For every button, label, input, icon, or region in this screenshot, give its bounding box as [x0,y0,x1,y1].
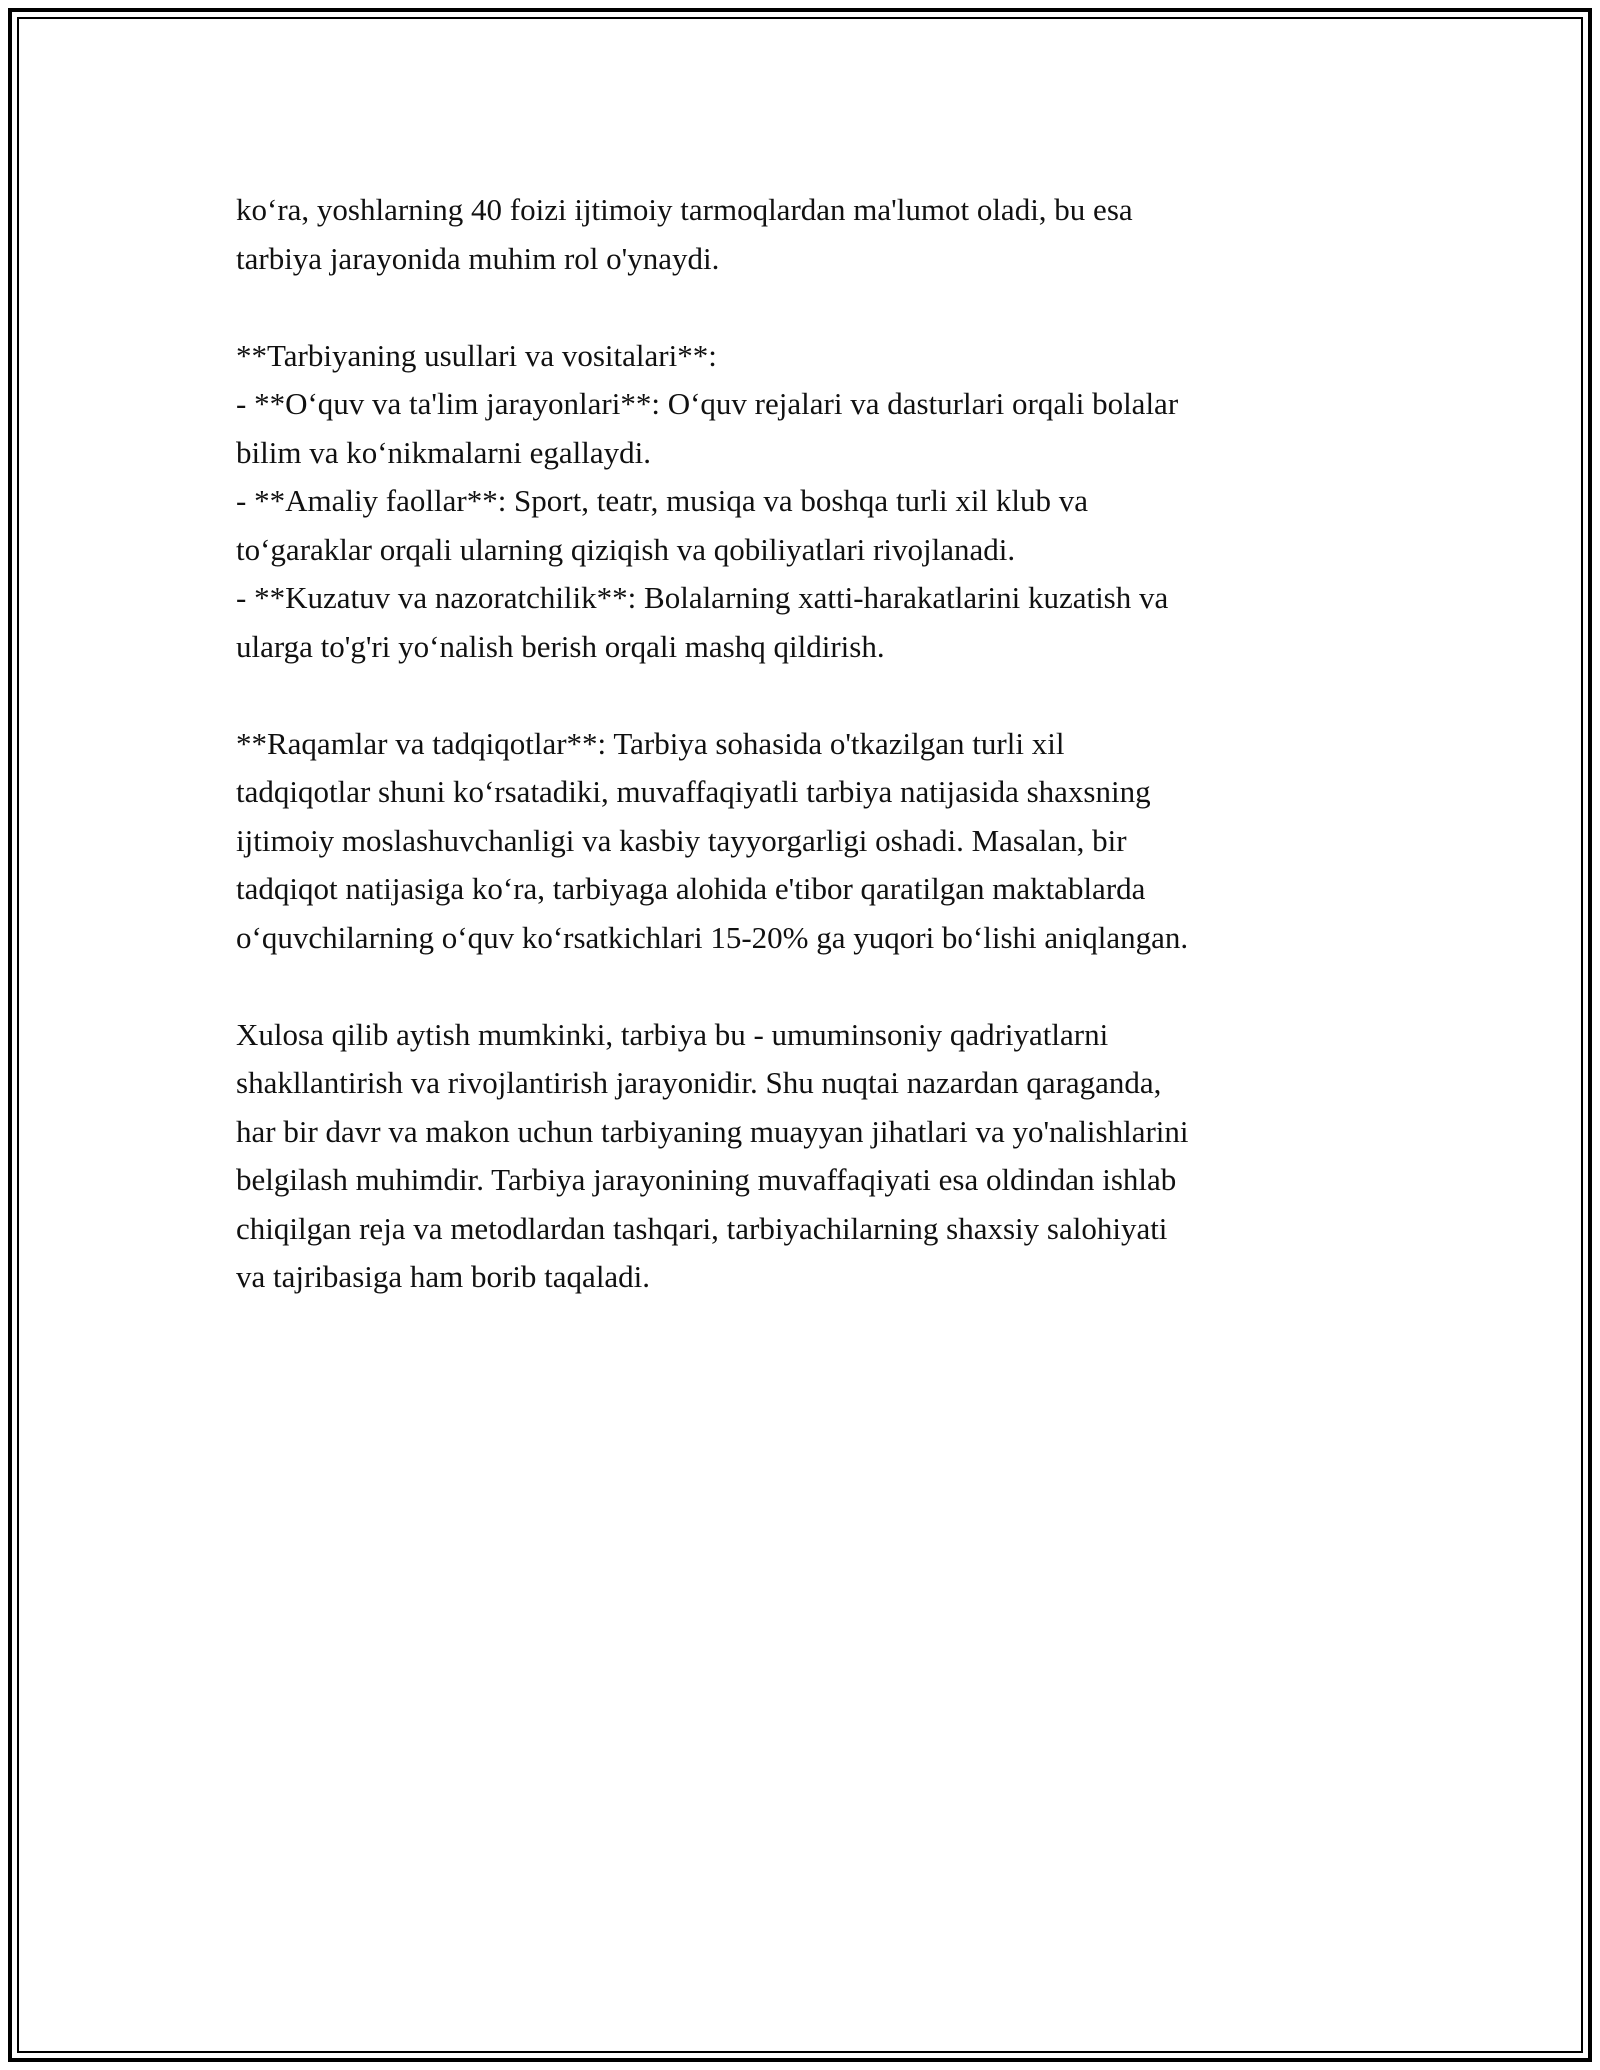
text-line: ko‘ra, yoshlarning 40 foizi ijtimoiy tarmoqlardan ma'lumot oladi, bu esa [236,192,1133,227]
blank-line [236,283,1376,332]
document-body [236,186,1376,1302]
blank-line [236,962,1376,1011]
list-item: - **Kuzatuv va nazoratchilik**: Bolalarning xatti-harakatlarini kuzatish va [236,580,1169,615]
text-line: shakllantirish va rivojlantirish jarayonidir. Shu nuqtai nazardan qaraganda, [236,1065,1162,1100]
list-item: - **O‘quv va ta'lim jarayonlari**: O‘quv rejalari va dasturlari orqali bolalar [236,386,1179,421]
text-line: bilim va ko‘nikmalarni egallaydi. [236,434,651,470]
text-line: tarbiya jarayonida muhim rol o'ynaydi. [236,240,720,276]
text-line: tadqiqot natijasiga ko‘ra, tarbiyaga alohida e'tibor qaratilgan maktablarda [236,871,1146,906]
text-line: to‘garaklar orqali ularning qiziqish va qobiliyatlari rivojlanadi. [236,531,1016,567]
text-line: ularga to'g'ri yo‘nalish berish orqali mashq qildirish. [236,628,885,664]
conclusion-paragraph: Xulosa qilib aytish mumkinki, tarbiya bu - umuminsoniy qadriyatlarni [236,1016,1109,1052]
text-line: belgilash muhimdir. Tarbiya jarayonining muvaffaqiyati esa oldindan ishlab [236,1162,1177,1197]
section-heading-methods: **Tarbiyaning usullari va vositalari**: [236,337,717,373]
text-line: ijtimoiy moslashuvchanligi va kasbiy tayyorgarligi oshadi. Masalan, bir [236,822,1127,858]
list-item: - **Amaliy faollar**: Sport, teatr, musiqa va boshqa turli xil klub va [236,483,1088,518]
text-line: chiqilgan reja va metodlardan tashqari, tarbiyachilarning shaxsiy salohiyati [236,1210,1168,1246]
blank-line [236,671,1376,720]
section-heading-research: **Raqamlar va tadqiqotlar**: Tarbiya sohasida o'tkazilgan turli xil [236,725,1065,761]
text-line: o‘quvchilarning o‘quv ko‘rsatkichlari 15-20% ga yuqori bo‘lishi aniqlangan. [236,919,1189,955]
text-line: har bir davr va makon uchun tarbiyaning muayyan jihatlari va yo'nalishlarini [236,1113,1189,1149]
text-line: va tajribasiga ham borib taqaladi. [236,1259,651,1294]
text-line: tadqiqotlar shuni ko‘rsatadiki, muvaffaqiyatli tarbiya natijasida shaxsning [236,774,1151,809]
